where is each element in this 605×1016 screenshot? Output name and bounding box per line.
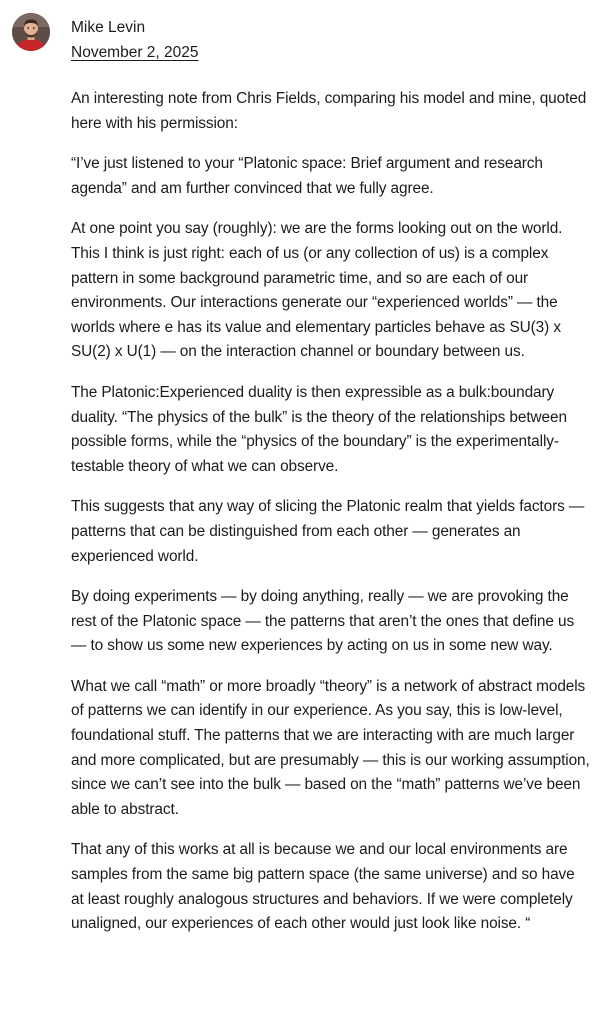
- paragraph: By doing experiments — by doing anything, really — we are provoking the rest of the Platonic space — the patterns that aren’t the ones that define us — to show us some new experiences by acting on us in some new way.: [71, 588, 575, 655]
- post-date-link[interactable]: November 2, 2025: [71, 44, 199, 61]
- person-avatar-icon: [12, 13, 50, 51]
- post-body: [71, 87, 591, 953]
- paragraph: An interesting note from Chris Fields, comparing his model and mine, quoted here with his permission:: [71, 90, 587, 132]
- author-avatar[interactable]: [12, 13, 50, 51]
- paragraph: At one point you say (roughly): we are the forms looking out on the world. This I think is just right: each of us (or any collection of us) is a complex pattern in some background parametric time, and so are each of our environments. Our interactions generate our “experienced worlds” — the worlds where e has its value and elementary particles behave as SU(3) x SU(2) x U(1) — on the interaction channel or boundary between us.: [71, 220, 563, 361]
- author-name: Mike Levin: [71, 19, 146, 36]
- paragraph: The Platonic:Experienced duality is then expressible as a bulk:boundary duality. “The physics of the bulk” is the theory of the relationships between possible forms, while the “physics of the boundary” is the experimentally-testable theory of what we can observe.: [71, 383, 567, 475]
- paragraph: That any of this works at all is because we and our local environments are samples from the same big pattern space (the same universe) and so have at least roughly analogous structures and behaviors. If we were completely unaligned, our experiences of each other would just look like noise. “: [71, 841, 575, 933]
- paragraph: This suggests that any way of slicing the Platonic realm that yields factors — patterns that can be distinguished from each other — generates an experienced world.: [71, 498, 585, 565]
- paragraph: “I’ve just listened to your “Platonic space: Brief argument and research agenda” and am further convinced that we fully agree.: [71, 155, 543, 197]
- paragraph: What we call “math” or more broadly “theory” is a network of abstract models of patterns we can identify in our experience. As you say, this is low-level, foundational stuff. The patterns that we are interacting with are much larger and more complicated, but are presumably — this is our working assumption, since we can’t see into the bulk — based on the “math” patterns we’ve been able to abstract.: [71, 677, 590, 818]
